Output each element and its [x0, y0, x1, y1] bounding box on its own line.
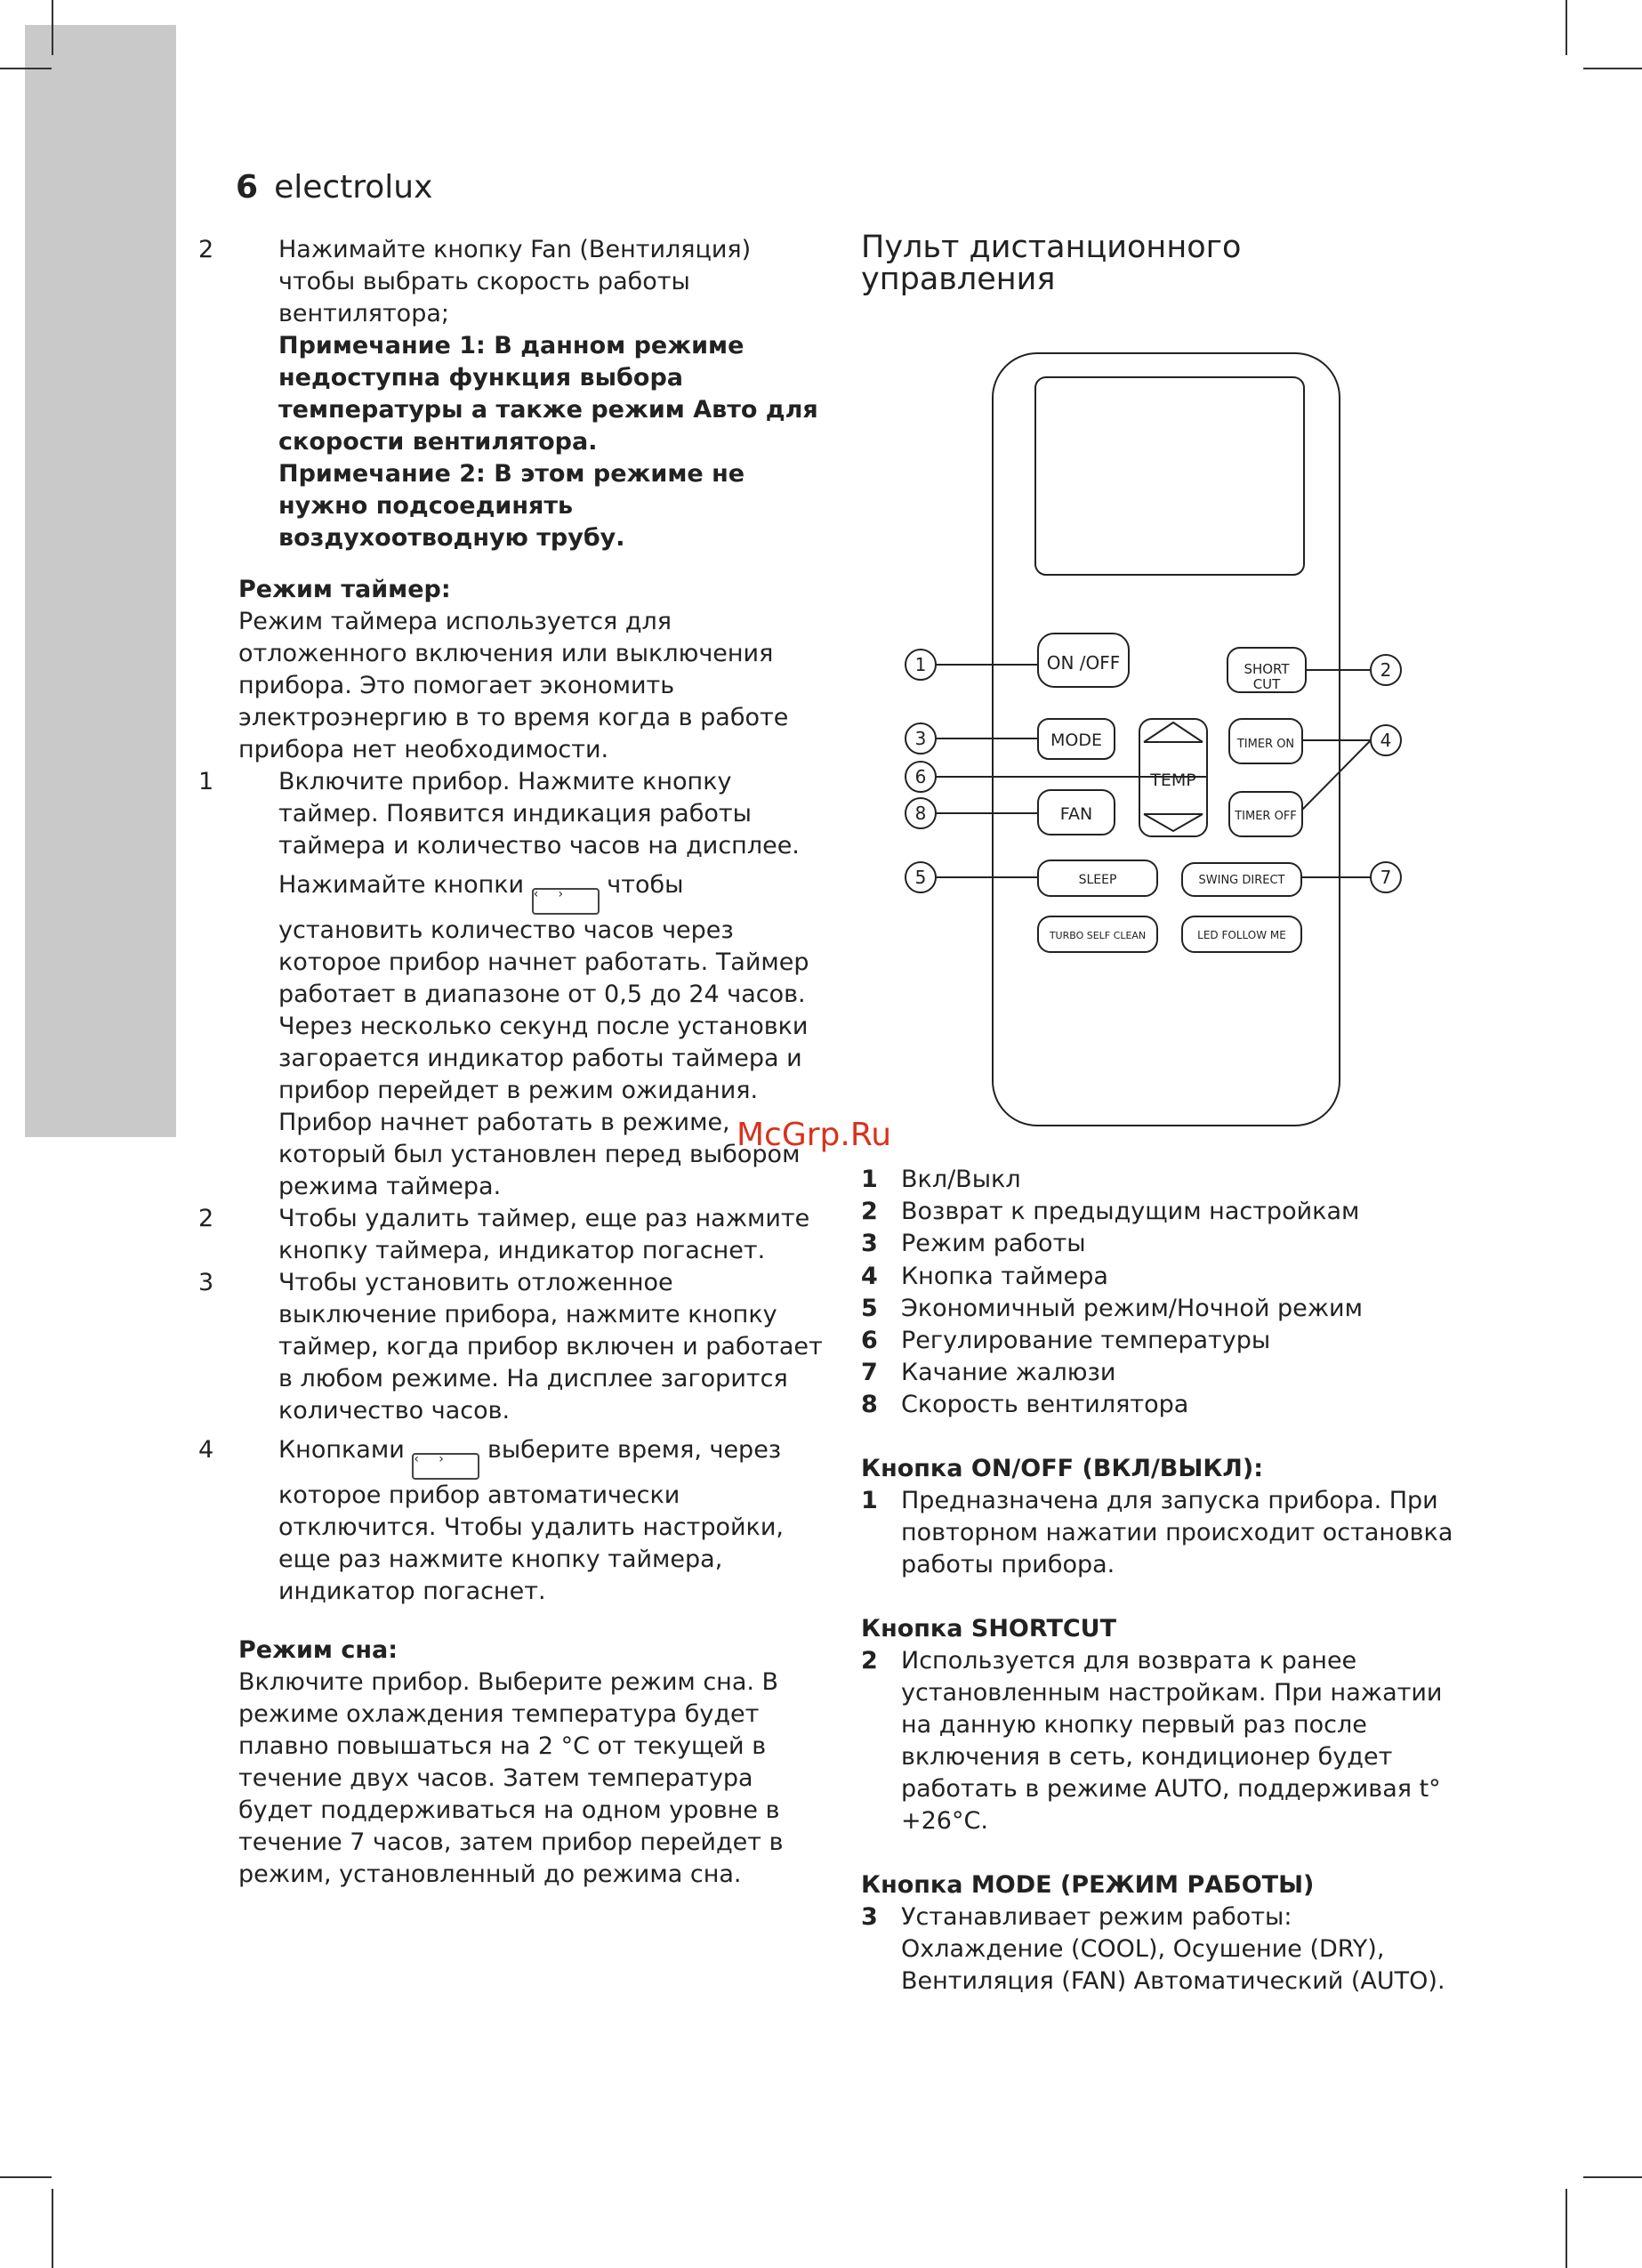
left-column — [198, 234, 825, 1891]
legend-item: 6 Регулирование температуры — [861, 1327, 1271, 1355]
crop-mark — [0, 68, 52, 69]
fan-step: 2 Нажимайте кнопку Fan (Вентиляция) чтобы выбрать скорость работы вентилятора; — [198, 236, 752, 327]
crop-mark — [1566, 2189, 1567, 2268]
page-header — [236, 169, 432, 206]
mode-label: MODE — [1050, 730, 1102, 750]
note-1: Примечание 1: В данном режиме недоступна функция выбора температуры а также режим Авто для скорости вентилятора. — [278, 332, 818, 456]
swing-direct-label: SWING DIRECT — [1198, 874, 1285, 887]
onoff-heading: Кнопка ON/OFF (ВКЛ/ВЫКЛ): — [861, 1455, 1263, 1482]
crop-mark — [1583, 68, 1642, 69]
crop-mark — [1566, 0, 1567, 55]
callout-8-label: 8 — [914, 803, 927, 824]
crop-mark — [52, 0, 53, 55]
led-label: LED FOLLOW ME — [1197, 929, 1286, 941]
callout-5-label: 5 — [914, 867, 927, 888]
timer-step-1b: Нажимайте кнопки ‹ › чтобы установить количество часов через которое прибор начнет работать. Таймер работает в диапазоне от 0,5 до 24 часов. Через несколько секунд после установки загорается индикатор работы таймера и прибор перейдет в режим ожидания. Прибор начнет работать в режиме, который был установлен перед выбором режима таймера. — [278, 871, 809, 1200]
crop-mark — [1583, 2176, 1642, 2178]
sleep-label: SLEEP — [1078, 873, 1117, 887]
callout-3-label: 3 — [914, 728, 927, 749]
mode-heading: Кнопка MODE (РЕЖИМ РАБОТЫ) — [861, 1871, 1315, 1899]
temp-up-arrow-icon — [1144, 722, 1203, 742]
cut-label: CUT — [1252, 676, 1281, 692]
crop-mark — [52, 2189, 53, 2268]
onoff-section: Кнопка ON/OFF (ВКЛ/ВЫКЛ): 1 Предназначена для запуска прибора. При повторном нажатии происходит остановка работы прибора. — [861, 1453, 1457, 1581]
timer-step-4: 4 Кнопками ‹ › выберите время, через которое прибор автоматически отключится. Чтобы удалить настройки, еще раз нажмите кнопку таймера, индикатор погаснет. — [198, 1436, 784, 1605]
sleep-heading: Режим сна: — [238, 1636, 398, 1664]
crop-mark — [0, 2176, 52, 2178]
page-number: 6 — [236, 169, 259, 206]
legend-item: 8 Скорость вентилятора — [861, 1391, 1189, 1419]
side-tab — [25, 25, 176, 1137]
remote-title: Пульт дистанционного управления — [861, 230, 1242, 297]
on-off-label: ON /OFF — [1046, 652, 1121, 674]
legend-item: 5 Экономичный режим/Ночной режим — [861, 1294, 1363, 1322]
timer-off-label: TIMER OFF — [1235, 810, 1297, 823]
timer-on-label: TIMER ON — [1236, 738, 1295, 751]
legend-item: 4 Кнопка таймера — [861, 1262, 1108, 1290]
temp-down-arrow-icon — [1144, 814, 1203, 831]
note-2: Примечание 2: В этом режиме не нужно подсоединять воздухоотводную трубу. — [278, 460, 745, 552]
timer-arrows-icon: ‹ › — [532, 888, 600, 915]
legend-item: 7 Качание жалюзи — [861, 1359, 1116, 1387]
brand-logo: electrolux — [274, 169, 433, 206]
legend-list — [861, 1164, 1363, 1422]
legend-item: 3 Режим работы — [861, 1230, 1086, 1258]
turbo-label: TURBO SELF CLEAN — [1049, 930, 1147, 941]
callout-2-label: 2 — [1380, 659, 1392, 681]
shortcut-heading: Кнопка SHORTCUT — [861, 1615, 1117, 1642]
timer-step-1: 1 Включите прибор. Нажмите кнопку таймер. Появится индикация работы таймера и количество часов на дисплее. — [198, 768, 800, 860]
remote-display — [1035, 377, 1304, 575]
callout-6-label: 6 — [914, 766, 927, 787]
sleep-text: Включите прибор. Выберите режим сна. В режиме охлаждения температура будет плавно повышаться на 2 °C от текущей в течение двух часов. Затем температура будет поддерживаться на одном уровне в течение 7 часов, затем прибор перейдет в режим, установленный до режима сна. — [238, 1668, 784, 1888]
callout-4-label: 4 — [1380, 730, 1392, 751]
timer-step-3: 3 Чтобы установить отложенное выключение прибора, нажмите кнопку таймер, когда прибор включен и работает в любом режиме. На дисплее загорится количество часов. — [198, 1269, 823, 1425]
legend-item: 2 Возврат к предыдущим настройкам — [861, 1198, 1360, 1226]
mode-section: Кнопка MODE (РЕЖИМ РАБОТЫ) 3 Устанавливает режим работы: Охлаждение (COOL), Осушение (DRY), Вентиляция (FAN) Автоматический (AUTO). — [861, 1869, 1457, 1998]
timer-step-2: 2 Чтобы удалить таймер, еще раз нажмите кнопку таймера, индикатор погаснет. — [198, 1205, 810, 1264]
short-label: SHORT — [1244, 661, 1290, 677]
callout-7-label: 7 — [1380, 867, 1392, 888]
watermark: McGrp.Ru — [736, 1117, 892, 1153]
fan-label: FAN — [1059, 804, 1093, 824]
temp-label: TEMP — [1150, 771, 1196, 790]
remote-diagram — [889, 347, 1423, 1139]
legend-item: 1 Вкл/Выкл — [861, 1166, 1021, 1193]
timer-heading: Режим таймер: — [238, 576, 451, 603]
callout-1-label: 1 — [914, 654, 927, 675]
timer-arrows-icon: ‹ › — [412, 1453, 479, 1480]
shortcut-section: Кнопка SHORTCUT 2 Используется для возврата к ранее установленным настройкам. При нажатии на данную кнопку первый раз после включения в сеть, кондиционер будет работать в режиме AUTO, поддерживая t°+26°C. — [861, 1613, 1457, 1837]
timer-intro: Режим таймера используется для отложенного включения или выключения прибора. Это помогает экономить электроэнергию в то время когда в работе прибора нет необходимости. — [238, 608, 789, 763]
